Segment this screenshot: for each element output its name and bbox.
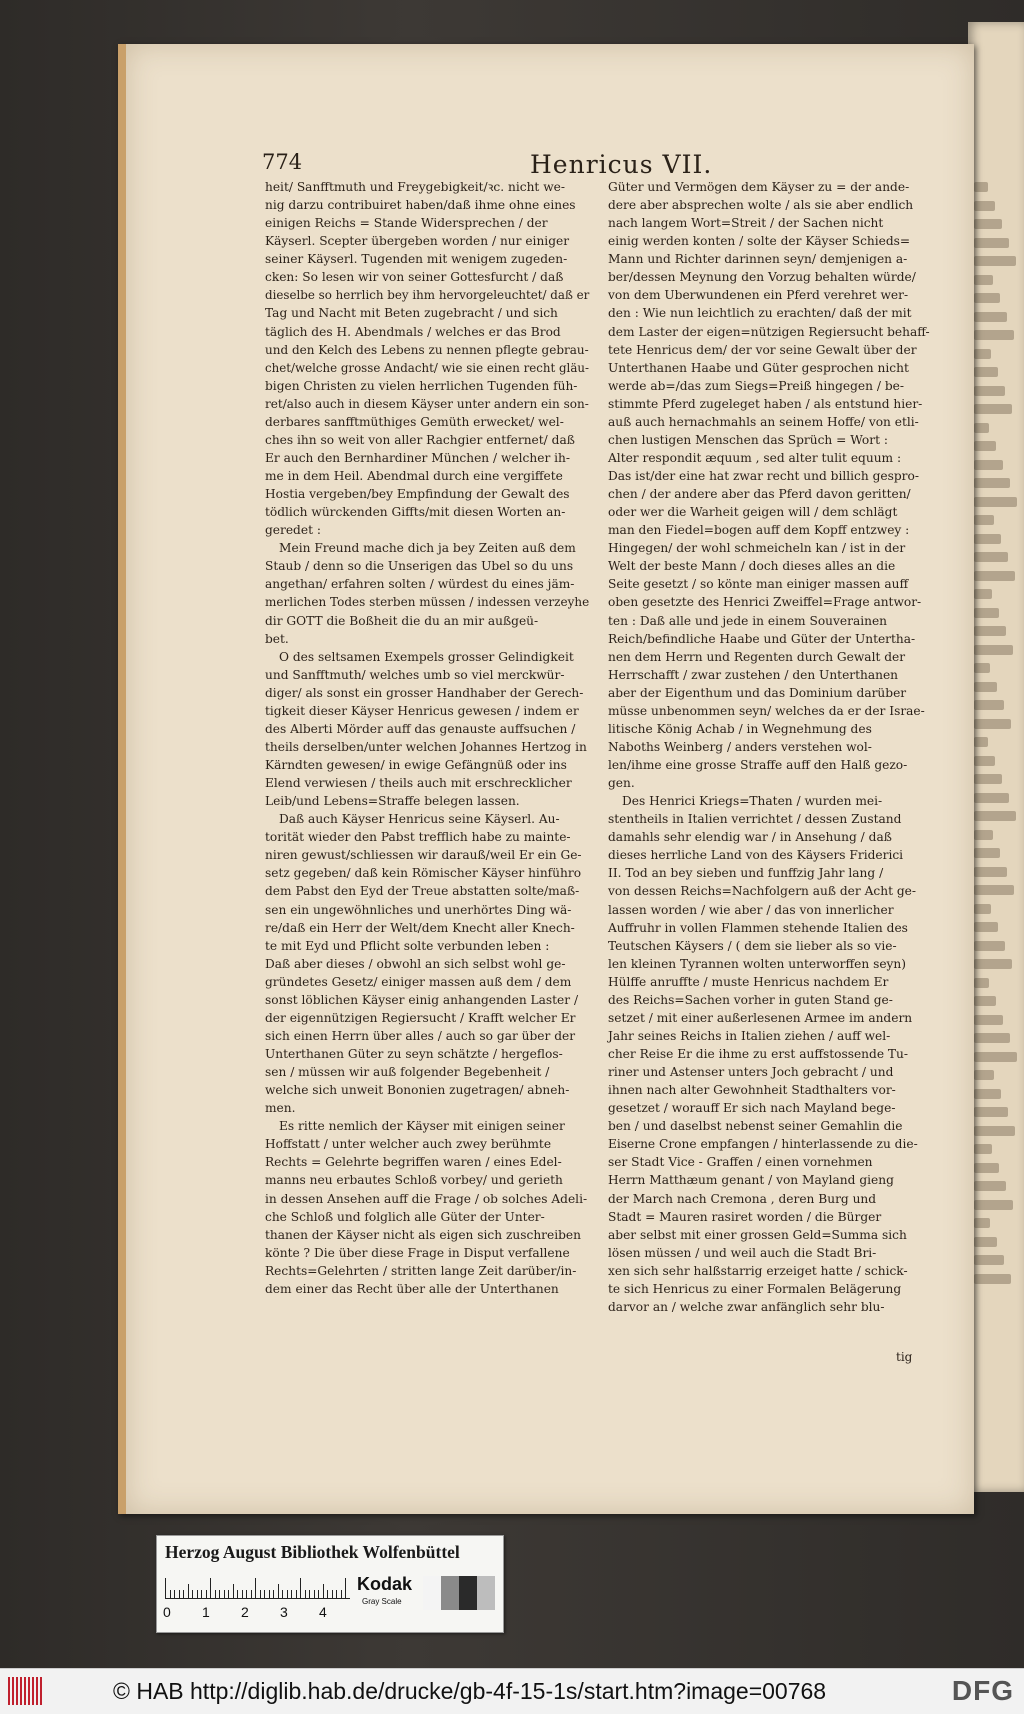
- adjacent-text-fragment: [974, 645, 1013, 655]
- adjacent-text-fragment: [974, 293, 1000, 303]
- adjacent-text-fragment: [974, 848, 1000, 858]
- text-line: te mit Eyd und Pflicht solte verbunden leben :: [265, 938, 550, 953]
- ruler-tick: [174, 1590, 175, 1598]
- text-line: Elend verwiesen / theils auch mit erschrecklicher: [265, 776, 572, 791]
- text-line: tete Henricus dem/ der vor seine Gewalt über der: [608, 342, 917, 357]
- paragraph: [265, 1117, 589, 1298]
- adjacent-text-fragment: [974, 959, 1012, 969]
- text-line: Kärndten gewesen/ in ewige Gefängnüß oder ins: [265, 758, 567, 772]
- text-line: den : Wie nun leichtlich zu erachten/ daß der mit: [608, 306, 912, 321]
- text-line: von dessen Reichs=Nachfolgern auß der Acht ge-: [608, 884, 916, 899]
- adjacent-text-fragment: [974, 367, 998, 377]
- adjacent-text-fragment: [974, 460, 1003, 470]
- text-line: angethan/ erfahren solten / würdest du eines jäm-: [265, 577, 575, 592]
- text-line: Jahr seines Reichs in Italien ziehen / auff wel-: [608, 1028, 891, 1043]
- text-line: einig werden konten / solte der Käyser Schieds=: [608, 234, 911, 249]
- text-line: damahls sehr elendig war / in Ansehung / daß: [608, 830, 892, 845]
- scale-number: 1: [202, 1604, 210, 1620]
- adjacent-text-fragment: [974, 238, 1009, 248]
- text-line: der March nach Cremona , deren Burg und: [608, 1191, 877, 1206]
- text-line: aber selbst mit einer grossen Geld=Summa sich: [608, 1227, 907, 1242]
- text-line: dem Laster der eigen=nützigen Regiersucht behaff-: [608, 324, 930, 339]
- text-line: manns neu erbautes Schloß vorbey/ und gerieth: [265, 1173, 563, 1188]
- adjacent-text-fragment: [974, 219, 1002, 229]
- ruler-tick: [332, 1590, 333, 1598]
- ruler-tick: [273, 1590, 274, 1598]
- text-line: ches ihn so weit von aller Rachgier entfernet/ daß: [265, 432, 575, 447]
- text-line: Daß auch Käyser Henricus seine Käyserl. Au-: [279, 812, 560, 827]
- ruler-tick: [309, 1590, 310, 1598]
- adjacent-text-fragment: [974, 1089, 1001, 1099]
- text-line: men.: [265, 1101, 296, 1116]
- paragraph: [608, 792, 932, 1316]
- ruler-tick: [336, 1590, 337, 1598]
- ruler-tick: [323, 1584, 324, 1598]
- text-line: Tag und Nacht mit Beten zugebracht / und sich: [265, 306, 558, 321]
- ruler-tick: [260, 1590, 261, 1598]
- text-line: und den Kelch des Lebens zu nennen pflegte gebrau-: [265, 342, 589, 357]
- text-line: niren gewust/schliessen wir darauß/weil Er ein Ge-: [265, 848, 582, 863]
- hab-barcode-icon: [8, 1677, 44, 1705]
- ruler-tick: [291, 1590, 292, 1598]
- adjacent-text-fragment: [974, 663, 990, 673]
- text-line: ihnen nach alter Gewohnheit Stadthalters vor-: [608, 1083, 896, 1098]
- text-line: Rechts=Gelehrten / stritten lange Zeit darüber/in-: [265, 1263, 577, 1278]
- ruler-tick: [165, 1578, 166, 1598]
- text-line: lassen worden / wie aber / das von innerlicher: [608, 902, 894, 917]
- text-line: täglich des H. Abendmals / welches er das Brod: [265, 324, 561, 339]
- adjacent-text-fragment: [974, 552, 1008, 562]
- ruler-tick: [233, 1584, 234, 1598]
- text-line: ret/also auch in diesem Käyser unter andern ein son-: [265, 396, 589, 411]
- text-line: dem Pabst den Eyd der Treue abstatten solte/maß-: [265, 884, 580, 899]
- adjacent-text-fragment: [974, 1255, 1004, 1265]
- adjacent-text-fragment: [974, 1107, 1008, 1117]
- text-line: Hostia vergeben/bey Empfindung der Gewalt des: [265, 487, 570, 502]
- text-line: setz gegeben/ daß kein Römischer Käyser hinführo: [265, 866, 582, 881]
- text-line: des Alberti Mörder auff das genauste auffsuchen /: [265, 721, 576, 736]
- text-line: Mein Freund mache dich ja bey Zeiten auß dem: [279, 541, 576, 556]
- text-line: von dem Uberwundenen ein Pferd verehret wer-: [608, 288, 909, 303]
- text-line: che Schloß und folglich alle Güter der Unter-: [265, 1209, 545, 1224]
- page-number: 774: [262, 150, 303, 174]
- text-line: xen sich sehr halßstarrig erzeiget hatte / schick-: [608, 1263, 908, 1278]
- ruler-tick: [296, 1590, 297, 1598]
- gray-swatches: [423, 1576, 495, 1610]
- text-line: sonst löblichen Käyser einig anhangenden Laster /: [265, 992, 579, 1007]
- ruler-tick: [300, 1578, 301, 1598]
- text-line: einigen Reichs = Stande Widersprechen / der: [265, 216, 548, 231]
- text-line: torität wieder den Pabst trefflich habe zu mainte-: [265, 830, 571, 845]
- adjacent-text-fragment: [974, 830, 993, 840]
- adjacent-text-fragment: [974, 1200, 1013, 1210]
- text-line: Hülffe anruffte / muste Henricus nachdem Er: [608, 974, 889, 989]
- scale-number: 2: [241, 1604, 249, 1620]
- text-line: len kleinen Tyrannen wolten unterworffen seyn): [608, 956, 907, 971]
- adjacent-text-fragment: [974, 1033, 1010, 1043]
- ruler-tick: [183, 1590, 184, 1598]
- ruler-tick: [251, 1590, 252, 1598]
- text-line: Das ist/der eine hat zwar recht und billich gespro-: [608, 469, 919, 483]
- text-line: thanen der Käyser nicht als eigen sich zuschreiben: [265, 1227, 581, 1242]
- text-line: gründetes Gesetz/ einiger massen auß dem / dem: [265, 974, 572, 989]
- text-line: nig darzu contribuiret haben/daß ihme ohne eines: [265, 198, 576, 213]
- adjacent-text-fragment: [974, 996, 996, 1006]
- text-line: merlichen Todes sterben müssen / indessen verzeyhe: [265, 595, 590, 610]
- adjacent-text-fragment: [974, 904, 991, 914]
- ruler-tick: [201, 1590, 202, 1598]
- text-line: geredet :: [265, 523, 321, 538]
- text-line: oben gesetzte des Henrici Zweiffel=Frage antwor-: [608, 595, 922, 610]
- adjacent-text-fragment: [974, 756, 995, 766]
- text-line: nach langem Wort=Streit / der Sachen nicht: [608, 216, 884, 231]
- ruler-tick: [237, 1590, 238, 1598]
- text-line: Staub / denn so die Unserigen das Ubel so du uns: [265, 559, 574, 574]
- adjacent-text-fragment: [974, 1015, 1003, 1025]
- adjacent-text-fragment: [974, 571, 1015, 581]
- text-line: tigkeit dieser Käyser Henricus gewesen / indem er: [265, 703, 579, 718]
- adjacent-text-fragment: [974, 515, 994, 525]
- text-line: Leib/und Lebens=Straffe belegen lassen.: [265, 794, 520, 809]
- text-line: seiner Käyserl. Tugenden mit wenigem zugeden-: [265, 252, 568, 267]
- text-line: aber der Eigenthum und das Dominium darüber: [608, 685, 907, 700]
- adjacent-text-fragment: [974, 1126, 1015, 1136]
- text-line: Unterthanen Güter zu seyn schätzte / hergeflos-: [265, 1047, 563, 1061]
- text-line: Hoffstatt / unter welcher auch zwey berühmte: [265, 1137, 552, 1152]
- text-line: ten : Daß alle und jede in einem Souverainen: [608, 613, 888, 628]
- text-line: gesetzet / worauff Er sich nach Mayland bege-: [608, 1101, 896, 1116]
- adjacent-text-fragment: [974, 275, 993, 285]
- text-line: Daß aber dieses / obwohl an sich selbst wohl ge-: [265, 956, 566, 971]
- text-line: dir GOTT die Boßheit die du an mir außgeü-: [265, 613, 539, 628]
- text-line: Auffruhr in vollen Flammen stehende Italien des: [608, 920, 908, 935]
- adjacent-text-fragment: [974, 201, 995, 211]
- text-line: derbares sanfftmüthiges Gemüth erwecket/ wel-: [265, 414, 564, 429]
- adjacent-text-fragment: [974, 589, 992, 599]
- text-line: Teutschen Käysers / ( dem sie lieber als so vie-: [608, 938, 897, 953]
- adjacent-text-fragment: [974, 978, 989, 988]
- text-line: müsse unbenommen seyn/ welches da er der Israe-: [608, 703, 925, 718]
- paragraph: [265, 539, 589, 647]
- text-line: me in dem Heil. Abendmal durch eine vergiffete: [265, 469, 563, 483]
- adjacent-text-fragment: [974, 1144, 992, 1154]
- adjacent-text-fragment: [974, 330, 1014, 340]
- text-line: dieses herrliche Land von des Käysers Friderici: [608, 848, 904, 863]
- ruler-tick: [246, 1590, 247, 1598]
- paragraph: [265, 810, 589, 1117]
- paragraph: [265, 648, 589, 811]
- kodak-brand: Kodak: [357, 1574, 413, 1594]
- text-line: des Reichs=Sachen vorher in guten Stand ge-: [608, 992, 893, 1007]
- adjacent-text-fragment: [974, 811, 1016, 821]
- scale-number: 4: [319, 1604, 327, 1620]
- ruler-tick: [264, 1590, 265, 1598]
- ruler-tick: [219, 1590, 220, 1598]
- adjacent-text-fragment: [974, 626, 1006, 636]
- text-line: sich einen Herrn über alles / auch so gar über der: [265, 1028, 576, 1043]
- ruler-tick: [345, 1578, 346, 1598]
- ruler-tick: [318, 1590, 319, 1598]
- adjacent-text-fragment: [974, 793, 1009, 803]
- ruler-tick: [170, 1590, 171, 1598]
- text-line: heit/ Sanfftmuth und Freygebigkeit/ꝛc. nicht we-: [265, 180, 565, 194]
- adjacent-text-fragment: [974, 719, 1011, 729]
- text-line: len/ihme eine grosse Straffe auff den Halß gezo-: [608, 758, 908, 772]
- adjacent-text-fragment: [974, 885, 1014, 895]
- text-line: ben / und daselbst nebenst seiner Gemahlin die: [608, 1119, 903, 1134]
- ruler-tick: [314, 1590, 315, 1598]
- ruler-tick: [228, 1590, 229, 1598]
- text-line: Naboths Weinberg / anders verstehen wol-: [608, 739, 872, 754]
- text-line: setzet / mit einer außerlesenen Armee im andern: [608, 1010, 913, 1025]
- text-line: Mann und Richter darinnen seyn/ demjenigen a-: [608, 252, 908, 267]
- adjacent-text-fragment: [974, 737, 988, 747]
- adjacent-text-fragment: [974, 1274, 1011, 1284]
- text-line: II. Tod an bey sieben und funffzig Jahr lang /: [608, 866, 884, 881]
- catchword: tig: [896, 1350, 913, 1364]
- library-label-title: Herzog August Bibliothek Wolfenbüttel: [165, 1542, 460, 1562]
- ruler-tick: [242, 1590, 243, 1598]
- text-line: chen lustigen Menschen das Sprüch = Wort :: [608, 432, 888, 447]
- footer-bar: [0, 1668, 1024, 1714]
- text-line: dem einer das Recht über alle der Unterthanen: [265, 1281, 559, 1296]
- adjacent-text-fragment: [974, 256, 1016, 266]
- text-line: chen / der andere aber das Pferd davon geritten/: [608, 487, 911, 502]
- gray-scale-caption: Gray Scale: [362, 1597, 402, 1606]
- ruler-tick: [269, 1590, 270, 1598]
- text-line: cher Reise Er die ihme zu erst auffstossende Tu-: [608, 1047, 909, 1061]
- text-line: werde ab=/das zum Siegs=Preiß hingegen / be-: [608, 378, 904, 393]
- ruler-scale: [165, 1576, 350, 1599]
- text-line: O des seltsamen Exempels grosser Gelindigkeit: [279, 649, 574, 664]
- text-line: stimmte Pferd zugeleget haben / als entstund hier-: [608, 396, 923, 411]
- text-line: Käyserl. Scepter übergeben worden / nur einiger: [265, 234, 570, 249]
- text-line: chet/welche grosse Andacht/ wie sie einen recht gläu-: [265, 360, 589, 375]
- adjacent-text-fragment: [974, 700, 1004, 710]
- text-line: welche sich unweit Bononien zugetragen/ abneh-: [265, 1083, 570, 1098]
- adjacent-text-fragment: [974, 1237, 997, 1247]
- text-line: Reich/befindliche Haabe und Güter der Untertha-: [608, 631, 916, 646]
- source-link[interactable]: © HAB http://diglib.hab.de/drucke/gb-4f-15-1s/start.htm?image=00768: [113, 1678, 827, 1704]
- text-line: ser Stadt Vice - Graffen / einen vornehmen: [608, 1155, 873, 1170]
- text-line: bet.: [265, 631, 289, 646]
- text-line: Güter und Vermögen dem Käyser zu = der ande-: [608, 180, 910, 194]
- text-line: litische König Achab / in Wegnehmung des: [608, 721, 872, 736]
- adjacent-text-fragment: [974, 1070, 994, 1080]
- text-line: dere aber absprechen wolte / als sie aber endlich: [608, 198, 914, 213]
- text-line: Es ritte nemlich der Käyser mit einigen seiner: [279, 1119, 565, 1134]
- text-line: darvor an / welche zwar anfänglich sehr blu-: [608, 1299, 885, 1314]
- text-column-left: [265, 178, 589, 1298]
- adjacent-text-fragment: [974, 497, 1017, 507]
- text-line: Des Henrici Kriegs=Thaten / wurden mei-: [622, 794, 883, 809]
- text-line: stentheils in Italien verrichtet / dessen Zustand: [608, 812, 902, 827]
- adjacent-text-fragment: [974, 386, 1005, 396]
- text-line: re/daß ein Herr der Welt/dem Knecht aller Knech-: [265, 920, 575, 935]
- dfg-logo: DFG: [951, 1675, 1014, 1706]
- text-line: cken: So lesen wir von seiner Gottesfurcht / daß: [265, 270, 564, 285]
- adjacent-text-fragment: [974, 1218, 990, 1228]
- adjacent-text-fragment: [974, 682, 997, 692]
- text-column-right: [608, 178, 932, 1316]
- ruler-tick: [305, 1590, 306, 1598]
- ruler-tick: [255, 1578, 256, 1598]
- text-line: könte ? Die über diese Frage in Disput verfallene: [265, 1245, 570, 1260]
- adjacent-text-fragment: [974, 1163, 999, 1173]
- ruler-tick: [197, 1590, 198, 1598]
- text-line: Seite gesetzt / so könte man einiger massen auff: [608, 577, 909, 592]
- scale-number: 3: [280, 1604, 288, 1620]
- adjacent-text-fragment: [974, 349, 991, 359]
- text-line: bigen Christen zu vielen herrlichen Tugenden füh-: [265, 378, 578, 393]
- adjacent-text-fragment: [974, 182, 988, 192]
- text-line: dieselbe so herrlich bey ihm hervorgeleuchtet/ daß er: [265, 288, 590, 303]
- adjacent-text-fragment: [974, 441, 996, 451]
- running-head: Henricus VII.: [530, 150, 713, 179]
- text-line: Er auch den Bernhardiner München / welcher ih-: [265, 450, 571, 465]
- ruler-tick: [327, 1590, 328, 1598]
- adjacent-text-fragment: [974, 867, 1007, 877]
- text-line: Eiserne Crone empfangen / hinterlassende zu die-: [608, 1137, 918, 1152]
- text-line: nen dem Herrn und Regenten durch Gewalt der: [608, 649, 906, 664]
- text-line: Hingegen/ der wohl schmeicheln kan / ist in der: [608, 541, 906, 556]
- text-line: in dessen Ansehen auff die Frage / ob solches Adeli-: [265, 1191, 588, 1206]
- text-line: ber/dessen Meynung den Vorzug behalten würde/: [608, 270, 916, 285]
- ruler-tick: [215, 1590, 216, 1598]
- text-line: oder wer die Warheit geigen will / dem schlägt: [608, 505, 898, 520]
- text-line: auß auch hernachmahls an seinem Hoffe/ von etli-: [608, 414, 919, 429]
- ruler-tick: [287, 1590, 288, 1598]
- ruler-tick: [224, 1590, 225, 1598]
- ruler-tick: [192, 1590, 193, 1598]
- text-line: theils derselben/unter welchen Johannes Hertzog in: [265, 739, 587, 754]
- text-line: Alter respondit æquum , sed alter tulit equum :: [608, 450, 902, 465]
- adjacent-text-fragment: [974, 941, 1005, 951]
- text-line: sen ein ungewöhnliches und unerhörtes Ding wä-: [265, 902, 572, 917]
- text-line: Welt der beste Mann / doch dieses alles an die: [608, 559, 896, 574]
- text-line: diger/ als sonst ein grosser Handhaber der Gerech-: [265, 685, 584, 700]
- text-line: Herrschafft / zwar zustehen / den Unterthanen: [608, 667, 899, 682]
- text-line: gen.: [608, 776, 635, 791]
- text-line: tödlich würckenden Giffts/mit diesen Worten an-: [265, 505, 566, 520]
- text-line: der eigennützigen Regiersucht / Krafft welcher Er: [265, 1010, 576, 1025]
- ruler-tick: [188, 1584, 189, 1598]
- text-line: man den Fiedel=bogen auff dem Kopff entzwey :: [608, 523, 910, 538]
- ruler-tick: [278, 1584, 279, 1598]
- adjacent-text-fragment: [974, 774, 1002, 784]
- adjacent-text-fragment: [974, 1052, 1017, 1062]
- text-line: Stadt = Mauren rasiret worden / die Bürger: [608, 1209, 882, 1224]
- adjacent-text-fragment: [974, 534, 1001, 544]
- text-line: Herrn Matthæum genant / von Mayland gieng: [608, 1173, 894, 1188]
- adjacent-text-fragment: [974, 312, 1007, 322]
- ruler-tick: [282, 1590, 283, 1598]
- text-line: Unterthanen Haabe und Güter gesprochen nicht: [608, 360, 909, 375]
- text-line: lösen müssen / und weil auch die Stadt Bri-: [608, 1245, 877, 1260]
- text-line: te sich Henricus zu einer Formalen Belägerung: [608, 1281, 902, 1296]
- adjacent-text-fragment: [974, 404, 1012, 414]
- library-color-target: [156, 1535, 504, 1633]
- ruler-tick: [341, 1590, 342, 1598]
- ruler-tick: [210, 1578, 211, 1598]
- adjacent-text-fragment: [974, 1181, 1006, 1191]
- scale-number: 0: [163, 1604, 171, 1620]
- adjacent-text-fragment: [974, 478, 1010, 488]
- ruler-tick: [206, 1590, 207, 1598]
- paragraph: [265, 178, 589, 539]
- text-line: riner und Astenser unters Joch gebracht / und: [608, 1065, 894, 1080]
- ruler-tick: [179, 1590, 180, 1598]
- adjacent-text-fragment: [974, 608, 999, 618]
- paragraph: [608, 178, 932, 792]
- text-line: Rechts = Gelehrte begriffen waren / eines Edel-: [265, 1155, 562, 1170]
- adjacent-page-edge: [968, 22, 1024, 1492]
- text-line: sen / müssen wir auß folgender Begebenheit /: [265, 1065, 550, 1080]
- adjacent-text-fragment: [974, 922, 998, 932]
- text-line: und Sanfftmuth/ welches umb so viel merckwür-: [265, 667, 565, 682]
- adjacent-text-fragment: [974, 423, 989, 433]
